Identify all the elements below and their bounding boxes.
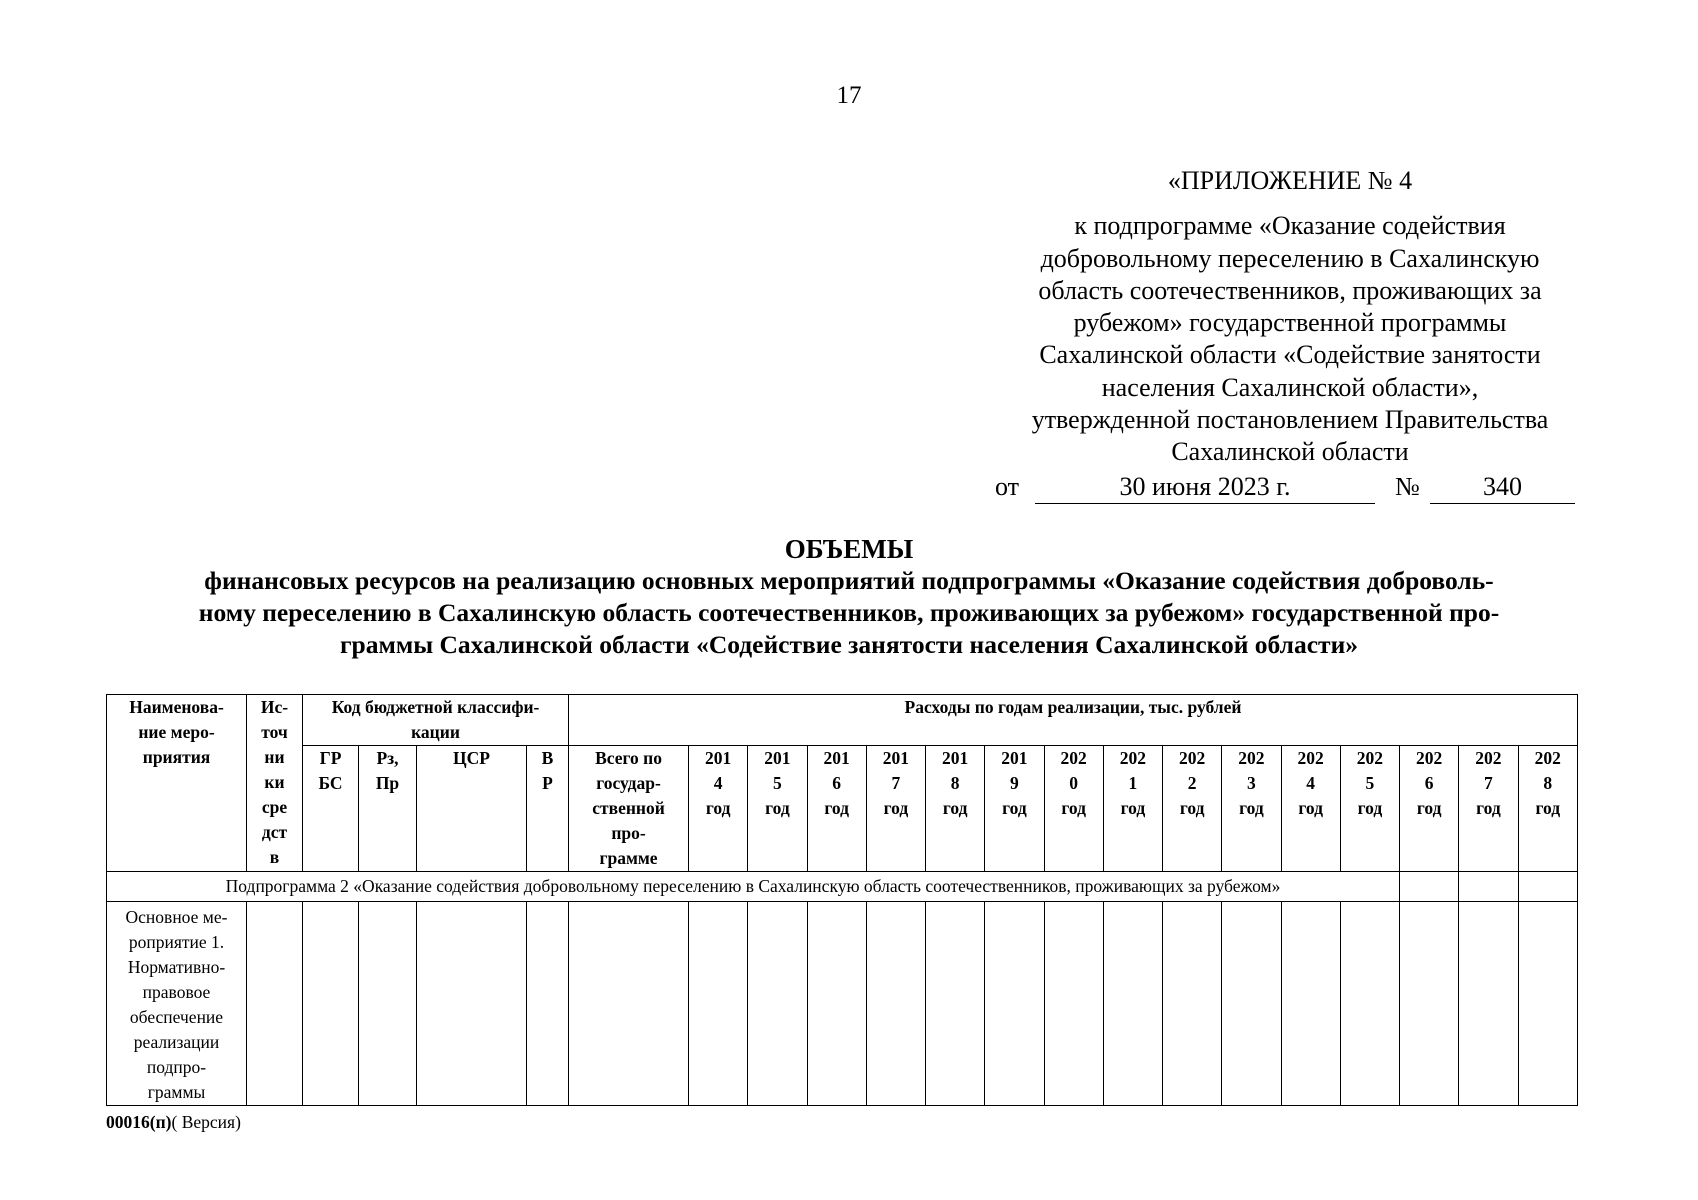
table-row [107, 902, 1578, 1106]
number-sign: № [1395, 472, 1420, 501]
appendix-line: рубежом» государственной программы [1073, 308, 1507, 338]
document-code: 00016(п) [106, 1112, 172, 1132]
empty-cell [926, 902, 985, 1106]
header-rzpr: Рз, Пр [359, 746, 417, 872]
header-year: 202 8 год [1518, 746, 1577, 872]
empty-cell [1163, 902, 1222, 1106]
header-row [107, 695, 1578, 746]
empty-cell [1281, 902, 1340, 1106]
appendix-line: Сахалинской области [1171, 437, 1409, 467]
appendix-line: область соотечественников, проживающих за [1038, 275, 1542, 305]
header-funding-source: Ис- точ ни ки сре дст в [247, 695, 303, 872]
empty-cell [748, 902, 807, 1106]
heading-subtitle-line: граммы Сахалинской области «Содействие занятости населения Сахалинской области» [339, 630, 1359, 659]
header-year: 202 3 год [1222, 746, 1281, 872]
header-year: 202 2 год [1163, 746, 1222, 872]
empty-cell [1044, 902, 1103, 1106]
header-grbs: ГР БС [303, 746, 359, 872]
header-expenses-by-year: Расходы по годам реализации, тыс. рублей [569, 695, 1578, 746]
empty-cell [689, 902, 748, 1106]
empty-cell [527, 902, 569, 1106]
appendix-line: добровольному переселению в Сахалинскую [1040, 243, 1540, 273]
empty-cell [985, 902, 1044, 1106]
appendix-line: Сахалинской области «Содействие занятости [1039, 340, 1541, 370]
resolution-number: 340 [1430, 472, 1575, 504]
empty-cell [866, 902, 925, 1106]
header-year: 202 1 год [1103, 746, 1162, 872]
header-csr: ЦСР [417, 746, 527, 872]
header-year: 201 9 год [985, 746, 1044, 872]
empty-cell [247, 902, 303, 1106]
financial-volumes-table [106, 694, 1578, 1106]
heading-subtitle-line: финансовых ресурсов на реализацию основных мероприятий подпрограммы «Оказание содействия доброволь- [204, 566, 1494, 595]
empty-cell [569, 902, 689, 1106]
header-year: 202 7 год [1459, 746, 1518, 872]
empty-cell [417, 902, 527, 1106]
header-vr: В Р [527, 746, 569, 872]
header-year: 201 7 год [866, 746, 925, 872]
empty-cell [807, 902, 866, 1106]
header-year: 201 6 год [807, 746, 866, 872]
header-year: 202 0 год [1044, 746, 1103, 872]
document-version: ( Версия) [171, 1112, 241, 1132]
appendix-line: утвержденной постановлением Правительства [1031, 405, 1549, 435]
footer-code [106, 1112, 241, 1133]
empty-cell [303, 902, 359, 1106]
empty-cell [1518, 872, 1577, 902]
header-year: 202 4 год [1281, 746, 1340, 872]
resolution-date: 30 июня 2023 г. [1035, 472, 1375, 504]
empty-cell [1400, 902, 1459, 1106]
header-year: 201 8 год [926, 746, 985, 872]
appendix-line: населения Сахалинской области», [1101, 372, 1479, 402]
appendix-block [980, 165, 1600, 469]
page-number: 17 [836, 82, 862, 109]
header-year: 202 5 год [1340, 746, 1399, 872]
header-total: Всего по государ- ственной про- грамме [569, 746, 689, 872]
header-year: 202 6 год [1400, 746, 1459, 872]
header-budget-classification: Код бюджетной классифи- кации [303, 695, 569, 746]
heading-title: ОБЪЕМЫ [784, 534, 914, 564]
appendix-line: к подпрограмме «Оказание содействия [1074, 211, 1506, 241]
resolution-date-line [995, 472, 1580, 506]
subprogram-title: Подпрограмма 2 «Оказание содействия добровольному переселению в Сахалинскую область соотечественников, проживающих за рубежом» [107, 872, 1400, 902]
header-row [107, 746, 1578, 872]
empty-cell [1222, 902, 1281, 1106]
header-year: 201 4 год [689, 746, 748, 872]
empty-cell [1459, 902, 1518, 1106]
date-prefix: от [995, 472, 1020, 501]
activity-name: Основное ме- роприятие 1. Нормативно- правовое обеспечение реализации подпро- граммы [107, 902, 247, 1106]
appendix-title: «ПРИЛОЖЕНИЕ № 4 [1167, 166, 1413, 195]
empty-cell [1340, 902, 1399, 1106]
empty-cell [1103, 902, 1162, 1106]
document-heading [100, 533, 1598, 661]
empty-cell [1400, 872, 1459, 902]
empty-cell [1518, 902, 1577, 1106]
empty-cell [359, 902, 417, 1106]
heading-subtitle-line: ному переселению в Сахалинскую область соотечественников, проживающих за рубежом» государственной про- [198, 598, 1500, 627]
header-year: 201 5 год [748, 746, 807, 872]
subprogram-row [107, 872, 1578, 902]
header-activity-name: Наименова- ние меро- приятия [107, 695, 247, 872]
empty-cell [1459, 872, 1518, 902]
